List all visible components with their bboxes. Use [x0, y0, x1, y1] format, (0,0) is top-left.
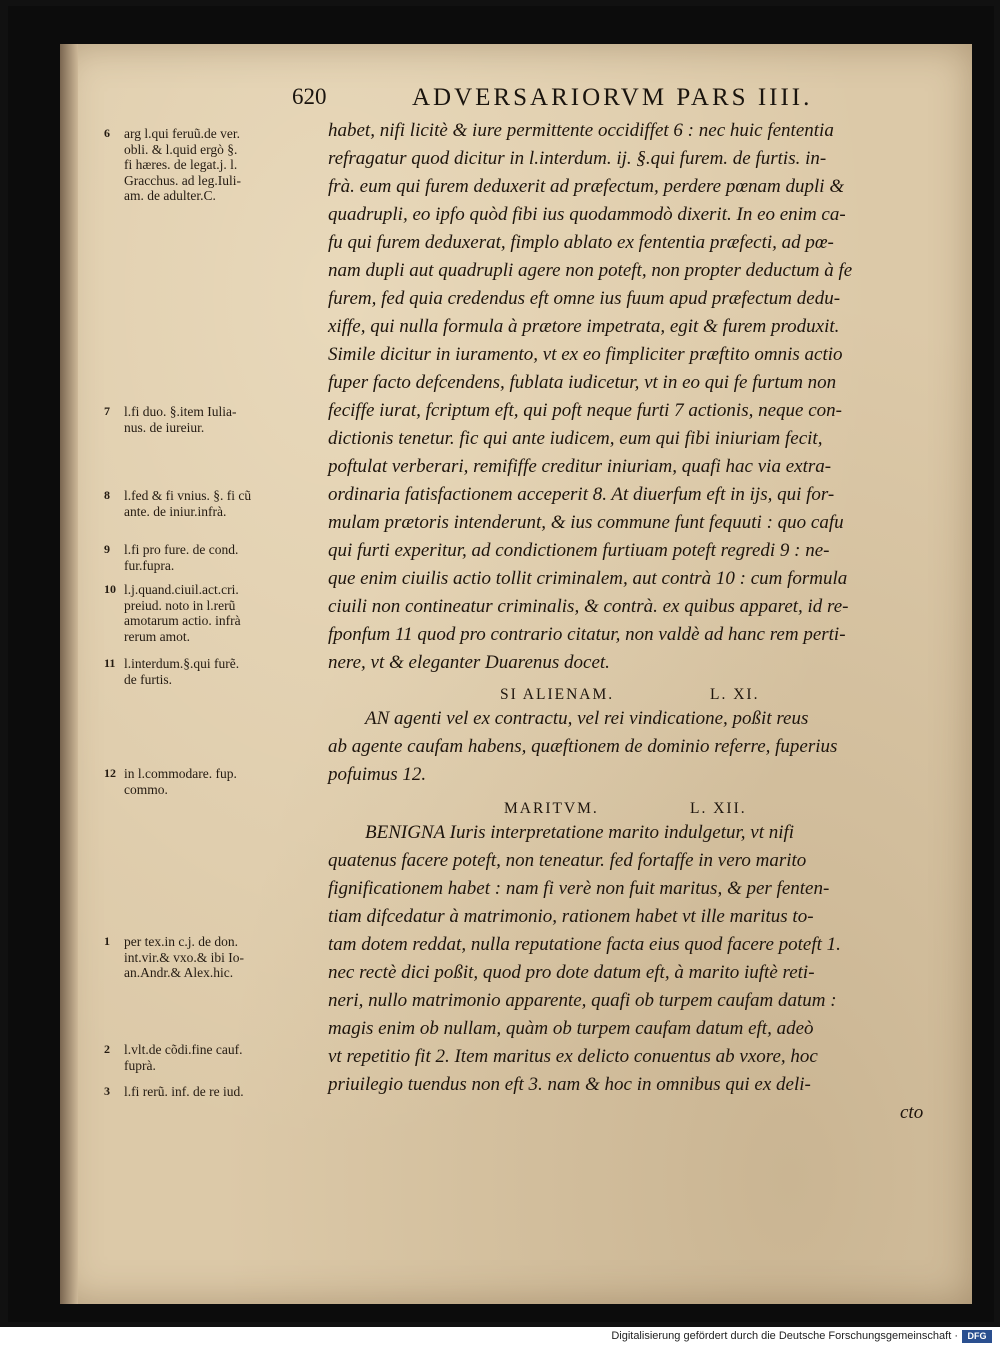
- margin-note: [104, 1084, 344, 1100]
- note-line: amotarum actio. infrà: [124, 613, 241, 628]
- page-gutter: [60, 44, 78, 1304]
- body-line: vt repetitio fit 2. Item maritus ex delicto conuentus ab vxore, hoc: [328, 1046, 818, 1067]
- note-number: 8: [104, 488, 110, 502]
- body-line: refragatur quod dicitur in l.interdum. ij. §.qui furem. de furtis. in-: [328, 148, 827, 169]
- body-line: poftulat verberari, remififfe creditur iniuriam, quafi hac via extra-: [328, 456, 832, 477]
- note-line: l.fi duo. §.item Iulia-: [124, 404, 237, 419]
- body-line: nec rectè dici poßit, quod pro dote datum eft, à marito iuftè reti-: [328, 962, 815, 983]
- body-line: frà. eum qui furem deduxerit ad præfectum, perdere pœnam dupli &: [328, 176, 845, 197]
- digitization-footer: [0, 1327, 1000, 1347]
- note-number: 7: [104, 404, 110, 418]
- margin-note: [104, 766, 344, 797]
- note-line: obli. & l.quid ergò §.: [124, 141, 238, 157]
- note-line: l.fi pro fure. de cond.: [124, 542, 239, 557]
- book-page: [60, 44, 972, 1304]
- note-line: l.interdum.§.qui furẽ.: [124, 656, 240, 671]
- note-number: 12: [104, 766, 116, 780]
- dfg-logo: DFG: [962, 1330, 992, 1343]
- body-line: BENIGNA Iuris interpretatione marito indulgetur, vt nifi: [365, 822, 795, 843]
- note-line: am. de adulter.C.: [124, 188, 216, 203]
- section-law-number: L. XII.: [690, 800, 747, 817]
- running-title: ADVERSARIORVM PARS IIII.: [412, 84, 813, 111]
- body-line: magis enim ob nullam, quàm ob turpem caufam datum eft, adeò: [328, 1018, 814, 1039]
- note-line: arg l.qui feruũ.de ver.: [124, 126, 240, 141]
- note-line: rerum amot.: [124, 628, 190, 644]
- body-line: quatenus facere poteft, non teneatur. fed fortaffe in vero marito: [328, 850, 807, 871]
- body-line: furem, fed quia credendus eft omne ius fuum apud præfectum dedu-: [328, 288, 841, 309]
- body-line: pofuimus 12.: [328, 764, 427, 785]
- funding-credit: Digitalisierung gefördert durch die Deutsche Forschungsgemeinschaft ·: [611, 1330, 958, 1342]
- body-line: qui furti experitur, ad condictionem furtiuam poteft regredi 9 : ne-: [328, 540, 830, 561]
- section-heading: MARITVM.: [504, 800, 599, 817]
- note-number: 3: [104, 1084, 110, 1098]
- note-line: l.fi rerũ. inf. de re iud.: [124, 1084, 244, 1099]
- body-line: ordinaria fatisfactionem acceperit 8. At diuerfum eft in ijs, qui for-: [328, 484, 835, 505]
- margin-note: [104, 656, 344, 687]
- body-line: fuper facto defcendens, fublata iudicetur, vt in eo qui fe furtum non: [328, 372, 837, 393]
- margin-note: [104, 404, 344, 435]
- note-line: l.vlt.de cõdi.fine cauf.: [124, 1042, 243, 1057]
- margin-note: [104, 934, 344, 981]
- catchword: cto: [900, 1102, 924, 1123]
- note-line: in l.commodare. fup.: [124, 766, 237, 781]
- note-line: l.j.quand.ciuil.act.cri.: [124, 582, 239, 597]
- body-line: AN agenti vel ex contractu, vel rei vindicatione, poßit reus: [365, 708, 809, 729]
- margin-note: [104, 582, 344, 644]
- note-line: per tex.in c.j. de don.: [124, 934, 238, 949]
- note-number: 2: [104, 1042, 110, 1056]
- body-line: fponfum 11 quod pro contrario citatur, non valdè ad hanc rem perti-: [328, 624, 846, 645]
- note-line: fi hæres. de legat.j. l.: [124, 157, 238, 172]
- note-line: Gracchus. ad leg.Iuli-: [124, 172, 241, 188]
- note-number: 1: [104, 934, 110, 948]
- note-line: fuprà.: [124, 1057, 156, 1073]
- body-line: fignificationem habet : nam fi verè non fuit maritus, & per fenten-: [328, 878, 830, 899]
- body-line: ab agente caufam habens, quæftionem de dominio referre, fuperius: [328, 736, 838, 757]
- body-line: tiam difcedatur à matrimonio, rationem habet vt ille maritus to-: [328, 906, 814, 927]
- margin-note: [104, 126, 344, 204]
- body-line: ciuili non contineatur criminalis, & contrà. ex quibus apparet, id re-: [328, 596, 849, 617]
- note-line: commo.: [124, 781, 168, 797]
- note-line: ante. de iniur.infrà.: [124, 503, 227, 519]
- body-line: dictionis tenetur. fic qui ante iudicem, eum qui fibi iniuriam fecit,: [328, 428, 823, 449]
- body-line: nam dupli aut quadrupli agere non poteft, non propter deductum à fe: [328, 260, 853, 281]
- body-line: tam dotem reddat, nulla reputatione facta eius quod facere poteft 1.: [328, 934, 841, 955]
- margin-note: [104, 542, 344, 573]
- note-line: fur.fupra.: [124, 557, 175, 573]
- note-number: 9: [104, 542, 110, 556]
- note-line: int.vir.& vxo.& ibi Io-: [124, 949, 244, 965]
- body-line: que enim ciuilis actio tollit criminalem, aut contrà 10 : cum formula: [328, 568, 848, 589]
- note-line: nus. de iureiur.: [124, 419, 205, 435]
- body-line: priuilegio tuendus non eft 3. nam & hoc in omnibus qui ex deli-: [328, 1074, 811, 1095]
- note-line: an.Andr.& Alex.hic.: [124, 965, 234, 980]
- margin-note: [104, 1042, 344, 1073]
- note-line: l.fed & fi vnius. §. fi cũ: [124, 488, 252, 503]
- body-line: neri, nullo matrimonio apparente, quafi ob turpem caufam datum :: [328, 990, 837, 1011]
- note-number: 6: [104, 126, 110, 140]
- body-line: Simile dicitur in iuramento, vt ex eo fimpliciter præftito omnis actio: [328, 344, 843, 365]
- page-number: 620: [292, 84, 327, 109]
- note-line: de furtis.: [124, 671, 172, 687]
- body-line: fu qui furem deduxerat, fimplo ablato ex fententia præfecti, ad pœ-: [328, 232, 834, 253]
- body-line: quadrupli, eo ipfo quòd fibi ius quodammodò dixerit. In eo enim ca-: [328, 204, 846, 225]
- body-line: xiffe, qui nulla formula à prætore impetrata, egit & furem produxit.: [328, 316, 840, 337]
- body-line: nere, vt & eleganter Duarenus docet.: [328, 652, 610, 673]
- body-line: feciffe iurat, fcriptum eft, qui poft neque furti 7 actionis, neque con-: [328, 400, 842, 421]
- body-line: habet, nifi licitè & iure permittente occidiffet 6 : nec huic fententia: [328, 120, 834, 141]
- section-law-number: L. XI.: [710, 686, 760, 703]
- page-header: [292, 84, 952, 124]
- section-heading: SI ALIENAM.: [500, 686, 615, 703]
- note-number: 11: [104, 656, 116, 670]
- margin-note: [104, 488, 344, 519]
- note-line: preiud. noto in l.rerũ: [124, 597, 236, 613]
- body-line: mulam prætoris intenderunt, & ius commune funt fequuti : quo cafu: [328, 512, 844, 533]
- note-number: 10: [104, 582, 116, 596]
